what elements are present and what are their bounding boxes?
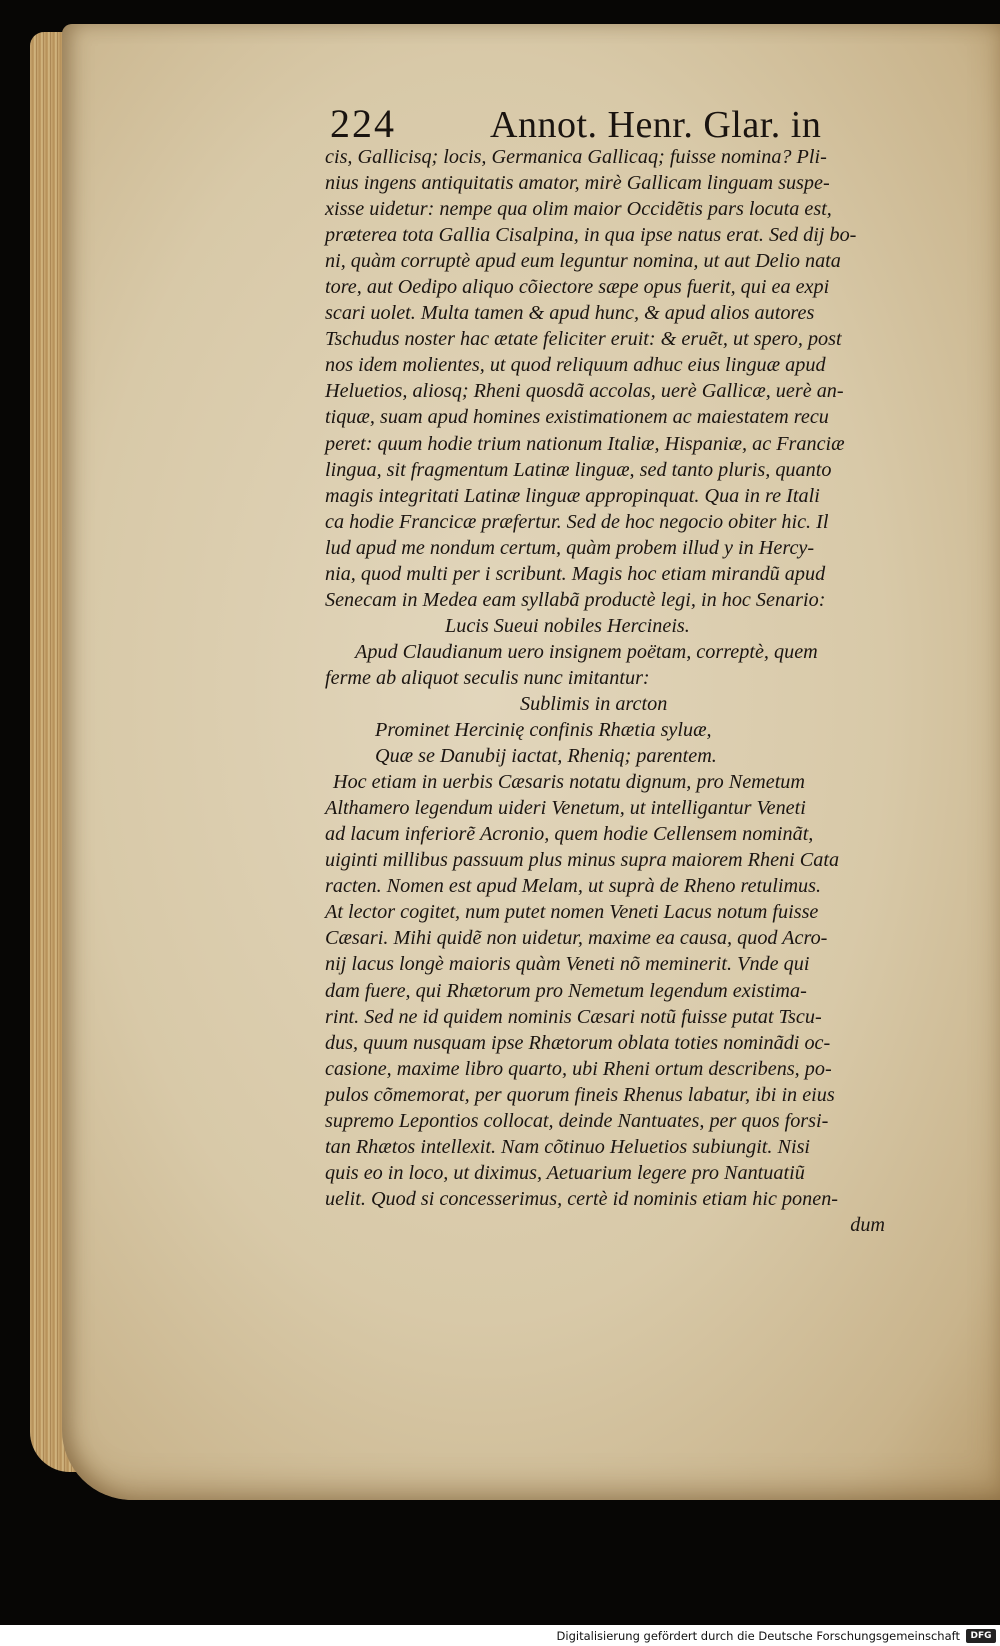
verse-line: Lucis Sueui nobiles Hercineis. bbox=[445, 614, 690, 637]
text-line: lud apud me nondum certum, quàm probem illud y in Hercy- bbox=[325, 536, 815, 559]
verse-line: Quӕ se Danubij iactat, Rheniq; parentem. bbox=[375, 745, 717, 768]
text-line: cis, Gallicisq; locis, Germanica Gallicaq; fuisse nomina? Pli- bbox=[325, 146, 827, 168]
text-line: Apud Claudianum uero insignem poëtam, correptè, quem bbox=[355, 640, 818, 663]
body-text bbox=[325, 144, 905, 1238]
text-line: rint. Sed ne id quidem nominis Cӕsari notũ fuisse putat Tscu- bbox=[325, 1005, 822, 1028]
text-line: Hoc etiam in uerbis Cӕsaris notatu dignum, pro Nemetum bbox=[333, 771, 805, 794]
text-line: casione, maxime libro quarto, ubi Rheni ortum describens, po- bbox=[325, 1057, 832, 1080]
text-line: magis integritati Latinӕ linguӕ appropinquat. Qua in re Itali bbox=[325, 484, 820, 507]
text-line: tiquӕ, suam apud homines existimationem ac maiestatem recu bbox=[325, 406, 829, 429]
text-line: Senecam in Medea eam syllabã productè legi, in hoc Senario: bbox=[325, 588, 826, 611]
text-line: Tschudus noster hac ӕtate feliciter eruit: & eruẽt, ut spero, post bbox=[325, 328, 842, 351]
text-line: tan Rhӕtos intellexit. Nam cõtinuo Heluetios subiungit. Nisi bbox=[325, 1135, 811, 1158]
text-line: lingua, sit fragmentum Latinӕ linguӕ, sed tanto pluris, quanto bbox=[325, 458, 832, 481]
page-number: 224 bbox=[330, 101, 396, 146]
text-line: Heluetios, aliosq; Rheni quosdã accolas, uerè Gallicӕ, uerè an- bbox=[325, 380, 844, 403]
text-line: prӕterea tota Gallia Cisalpina, in qua ipse natus erat. Sed dij bo- bbox=[325, 224, 857, 247]
text-line: scari uolet. Multa tamen & apud hunc, & apud alios autores bbox=[325, 302, 815, 325]
text-line: ca hodie Francicӕ prӕfertur. Sed de hoc negocio obiter hic. Il bbox=[325, 510, 829, 533]
footer-bar bbox=[0, 1625, 1000, 1646]
funding-notice: Digitalisierung gefördert durch die Deutsche Forschungsgemeinschaft bbox=[556, 1628, 960, 1643]
text-line: dus, quum nusquam ipse Rhӕtorum oblata toties nominãdi oc- bbox=[325, 1031, 831, 1054]
text-line: quis eo in loco, ut diximus, Aetuarium legere pro Nantuatiũ bbox=[325, 1161, 805, 1184]
page-header bbox=[330, 100, 850, 150]
catchword: dum bbox=[850, 1213, 885, 1236]
text-line: peret: quum hodie trium nationum Italiӕ, Hispaniӕ, ac Franciӕ bbox=[325, 432, 845, 455]
running-head: Annot. Henr. Glar. in bbox=[490, 104, 822, 146]
text-line: uelit. Quod si concesserimus, certè id nominis etiam hic ponen- bbox=[325, 1187, 839, 1210]
text-line: nia, quod multi per i scribunt. Magis hoc etiam mirandũ apud bbox=[325, 562, 826, 585]
text-line: Cӕsari. Mihi quidẽ non uidetur, maxime ea causa, quod Acro- bbox=[325, 927, 828, 950]
dfg-logo: DFG bbox=[966, 1629, 996, 1643]
text-line: ferme ab aliquot seculis nunc imitantur: bbox=[325, 666, 650, 689]
text-line: nij lacus longè maioris quàm Veneti nõ meminerit. Vnde qui bbox=[325, 953, 810, 976]
text-line: pulos cõmemorat, per quorum fineis Rhenus labatur, ibi in eius bbox=[325, 1083, 835, 1106]
text-line: tore, aut Oedipo aliquo cõiectore sӕpe opus fuerit, qui ea expi bbox=[325, 276, 830, 299]
text-line: Althamero legendum uideri Venetum, ut intelligantur Veneti bbox=[325, 797, 806, 820]
text-line: nius ingens antiquitatis amator, mirè Gallicam linguam suspe- bbox=[325, 172, 830, 195]
text-line: xisse uidetur: nempe qua olim maior Occidẽtis pars locuta est, bbox=[325, 198, 832, 221]
text-line: ad lacum inferiorẽ Acronio, quem hodie Cellensem nominãt, bbox=[325, 823, 814, 846]
text-line: At lector cogitet, num putet nomen Veneti Lacus notum fuisse bbox=[325, 901, 819, 924]
text-line: dam fuere, qui Rhӕtorum pro Nemetum legendum existima- bbox=[325, 979, 807, 1002]
text-line: ni, quàm corruptè apud eum leguntur nomina, ut aut Delio nata bbox=[325, 250, 841, 273]
text-line: racten. Nomen est apud Melam, ut suprà de Rheno retulimus. bbox=[325, 875, 822, 898]
verse-line: Sublimis in arcton bbox=[520, 692, 668, 715]
verse-line: Prominet Hercinię confinis Rhӕtia syluӕ, bbox=[375, 719, 712, 742]
text-line: nos idem molientes, ut quod reliquum adhuc eius linguӕ apud bbox=[325, 354, 826, 377]
text-line: uiginti millibus passuum plus minus supra maiorem Rheni Cata bbox=[325, 849, 840, 872]
text-line: supremo Lepontios collocat, deinde Nantuates, per quos forsi- bbox=[325, 1109, 829, 1132]
